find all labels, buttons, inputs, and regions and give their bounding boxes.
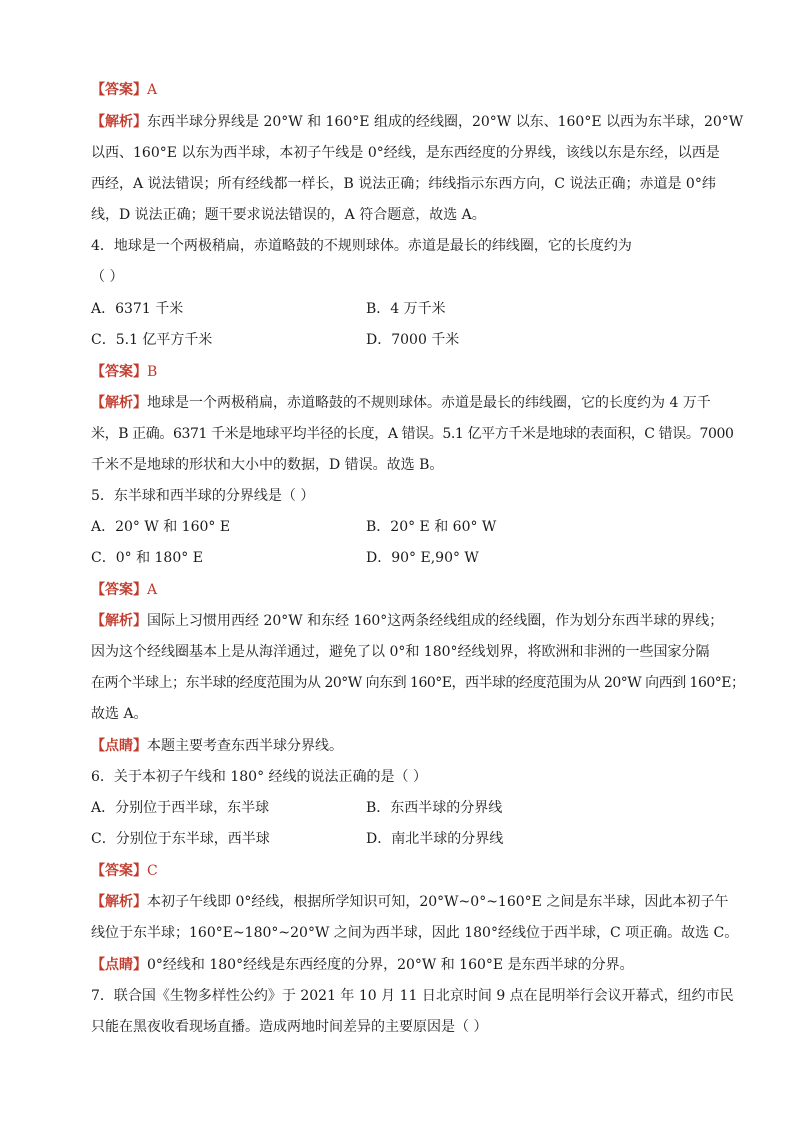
q4-stem-line-1: 4．地球是一个两极稍扁，赤道略鼓的不规则球体。赤道是最长的纬线圈，它的长度约为 — [91, 238, 632, 254]
q6-stem: 6．关于本初子午线和 180° 经线的说法正确的是（ ） — [91, 769, 427, 785]
q4-option-c: C．5.1 亿平方千米 — [91, 332, 213, 348]
q5-option-a: A．20° W 和 160° E — [91, 519, 231, 535]
comment-text: 本题主要考查东西半球分界线。 — [147, 738, 343, 754]
q6-option-c: C．分别位于东半球，西半球 — [91, 831, 270, 847]
analysis-tag: 【解析】 — [91, 613, 147, 629]
q3-analysis-line-2: 以西、160°E 以东为西半球，本初子午线是 0°经线，是东西经度的分界线，该线以东是东经，以西是 — [91, 145, 720, 161]
q4-option-d: D．7000 千米 — [366, 332, 460, 348]
answer-tag: 【答案】 — [91, 82, 147, 98]
analysis-text: 国际上习惯用西经 20°W 和东经 160°这两条经线组成的经线圈，作为划分东西半球的界线； — [147, 613, 724, 629]
answer-value: A — [147, 582, 158, 598]
answer-tag: 【答案】 — [91, 582, 147, 598]
comment-tag: 【点睛】 — [91, 738, 147, 754]
q3-analysis-line-1 — [91, 112, 743, 132]
q5-analysis-line-4: 故选 A。 — [91, 706, 148, 722]
q4-stem-line-2: （ ） — [91, 269, 124, 285]
q4-analysis-line-2: 米，B 正确。6371 千米是地球平均半径的长度，A 错误。5.1 亿平方千米是地球的表面积，C 错误。7000 — [91, 426, 734, 442]
q6-answer — [91, 861, 158, 881]
q5-answer — [91, 580, 157, 600]
q5-comment — [91, 736, 343, 756]
q7-stem-line-2: 只能在黑夜收看现场直播。造成两地时间差异的主要原因是（ ） — [91, 1019, 488, 1035]
q4-analysis-line-3: 千米不是地球的形状和大小中的数据，D 错误。故选 B。 — [91, 457, 444, 473]
analysis-tag: 【解析】 — [91, 114, 147, 130]
q4-option-b: B．4 万千米 — [366, 301, 446, 317]
q6-option-b: B．东西半球的分界线 — [366, 800, 503, 816]
q3-analysis-line-4: 线，D 说法正确；题干要求说法错误的，A 符合题意，故选 A。 — [91, 207, 486, 223]
q6-analysis-line-2: 线位于东半球；160°E~180°~20°W 之间为西半球，因此 180°经线位于西半球，C 项正确。故选 C。 — [91, 925, 739, 941]
analysis-text: 地球是一个两极稍扁，赤道略鼓的不规则球体。赤道是最长的纬线圈，它的长度约为 4 万千 — [147, 395, 711, 411]
q6-analysis-line-1 — [91, 892, 728, 912]
analysis-text: 本初子午线即 0°经线，根据所学知识可知，20°W~0°~160°E 之间是东半球，因此本初子午 — [147, 894, 729, 910]
q5-analysis-line-3: 在两个半球上；东半球的经度范围为从 20°W 向东到 160°E，西半球的经度范围为从 20°W 向西到 160°E； — [91, 675, 745, 691]
q5-option-d: D．90° E,90° W — [366, 550, 479, 566]
q7-stem-line-1: 7．联合国《生物多样性公约》于 2021 年 10 月 11 日北京时间 9 点在昆明举行会议开幕式，纽约市民 — [91, 988, 734, 1004]
answer-value: C — [147, 863, 158, 879]
analysis-tag: 【解析】 — [91, 894, 147, 910]
q3-analysis-line-3: 西经，A 说法错误；所有经线都一样长，B 说法正确；纬线指示东西方向，C 说法正确；赤道是 0°纬 — [91, 176, 716, 192]
q5-analysis-line-1 — [91, 611, 723, 631]
q5-analysis-line-2: 因为这个经线圈基本上是从海洋通过，避免了以 0°和 180°经线划界，将欧洲和非洲的一些国家分隔 — [91, 644, 710, 660]
analysis-tag: 【解析】 — [91, 395, 147, 411]
q5-option-c: C．0° 和 180° E — [91, 550, 203, 566]
analysis-text: 东西半球分界线是 20°W 和 160°E 组成的经线圈，20°W 以东、160°E 以西为东半球，20°W — [147, 114, 744, 130]
q4-option-a: A．6371 千米 — [91, 301, 184, 317]
comment-text: 0°经线和 180°经线是东西经度的分界，20°W 和 160°E 是东西半球的分界。 — [147, 957, 634, 973]
q6-option-a: A．分别位于西半球，东半球 — [91, 800, 270, 816]
q4-answer — [91, 362, 157, 382]
answer-tag: 【答案】 — [91, 364, 147, 380]
comment-tag: 【点睛】 — [91, 957, 147, 973]
q4-analysis-line-1 — [91, 393, 711, 413]
answer-value: B — [147, 364, 158, 380]
q6-option-d: D．南北半球的分界线 — [366, 831, 504, 847]
q6-comment — [91, 955, 634, 975]
q3-answer — [91, 80, 157, 100]
q5-option-b: B．20° E 和 60° W — [366, 519, 497, 535]
answer-tag: 【答案】 — [91, 863, 147, 879]
answer-value: A — [147, 82, 158, 98]
q5-stem: 5．东半球和西半球的分界线是（ ） — [91, 488, 315, 504]
